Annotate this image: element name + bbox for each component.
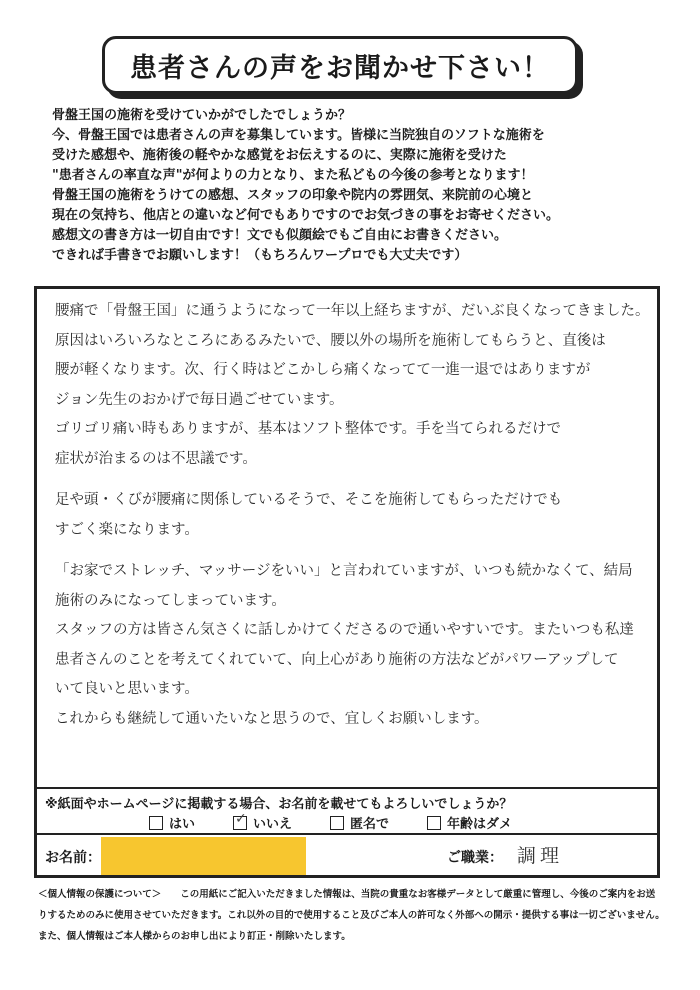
comment-line: 原因はいろいろなところにあるみたいで、腰以外の場所を施術してもらうと、直後は: [55, 332, 606, 349]
option-label: はい: [169, 817, 196, 832]
comment-line: ジョン先生のおかげで毎日過ごせています。: [55, 391, 344, 408]
option-label: 匿名で: [350, 817, 390, 832]
comment-line: ゴリゴリ痛い時もありますが、基本はソフト整体です。手を当てられるだけで: [55, 421, 562, 437]
intro-line: 骨盤王国の施術をうけての感想、スタッフの印象や院内の雰囲気、来院前の心境と: [52, 188, 534, 203]
comment-line: 腰が軽くなります。次、行く時はどこかしら痛くなってて一進一退ではありますが: [55, 362, 591, 378]
comment-line: これからも継続して通いたいなと思うので、宜しくお願いします。: [55, 710, 489, 727]
privacy-line: また、個人情報はご本人様からのお申し出により訂正・削除いたします。: [38, 931, 351, 942]
intro-text: [52, 106, 672, 266]
comment-line: 「お家でストレッチ、マッサージをいい」と言われていますが、いつも続かなくて、結局: [55, 563, 633, 579]
comment-line: 症状が治まるのは不思議です。: [55, 450, 257, 467]
privacy-notice: [38, 884, 668, 947]
checkbox[interactable]: [149, 816, 163, 830]
permission-section: [37, 787, 657, 835]
name-row: [37, 833, 657, 877]
occupation-label: ご職業：: [447, 850, 503, 866]
comment-line: 足や頭・くびが腰痛に関係しているそうで、そこを施術してもらっただけでも: [55, 492, 563, 508]
comment-line: 腰痛で「骨盤王国」に通うようになって一年以上経ちますが、だいぶ良くなってきました。: [55, 303, 650, 319]
comment-line: 施術のみになってしまっています。: [55, 592, 286, 609]
privacy-line: りするためのみに使用させていただきます。これ以外の目的で使用すること及びご本人の許可なく外部への開示・提供する事は一切ございません。: [38, 910, 665, 921]
option-label: いいえ: [253, 817, 293, 832]
comment-gap: [55, 545, 655, 557]
intro-line: 感想文の書き方は一切自由です！文でも似顔絵でもご自由にお書きください。: [52, 228, 508, 243]
comment-line: すごく楽になります。: [55, 521, 199, 538]
occupation-value: 調理: [517, 845, 564, 867]
checkbox[interactable]: [330, 816, 344, 830]
intro-line: 今、骨盤王国では患者さんの声を募集しています。皆様に当院独自のソフトな施術を: [52, 128, 545, 143]
title-box: [102, 36, 578, 94]
form-box: [34, 286, 660, 878]
intro-line: できれば手書きでお願いします！（もちろんワープロでも大丈夫です）: [52, 248, 468, 263]
privacy-line: ＜個人情報の保護について＞ この用紙にご記入いただきました情報は、当院の貴重なお客様データとして厳重に管理し、今後のご案内をお送: [38, 889, 656, 900]
option-no[interactable]: [233, 813, 292, 832]
checkbox[interactable]: [427, 816, 441, 830]
permission-options: [149, 813, 512, 832]
comment-line: 患者さんのことを考えてくれていて、向上心があり施術の方法などがパワーアップして: [55, 651, 619, 668]
option-anonymous[interactable]: [330, 813, 389, 832]
intro-line: 骨盤王国の施術を受けていかがでしたでしょうか？: [52, 108, 352, 123]
checkbox-checked[interactable]: [233, 816, 247, 830]
name-redaction: [101, 837, 306, 875]
option-no-age[interactable]: [427, 813, 512, 832]
intro-line: 受けた感想や、施術後の軽やかな感覚をお伝えするのに、実際に施術を受けた: [52, 148, 507, 163]
permission-question: ※紙面やホームページに掲載する場合、お名前を載せてもよろしいでしょうか？: [45, 797, 513, 812]
option-yes[interactable]: [149, 813, 195, 832]
comment-line: いて良いと思います。: [55, 681, 199, 697]
comment-gap: [55, 474, 655, 486]
intro-line: 現在の気持ち、他店との違いなど何でもありですのでお気づきの事をお寄せください。: [52, 208, 560, 223]
option-label: 年齢はダメ: [447, 817, 513, 832]
name-label: お名前：: [45, 850, 101, 866]
comment-line: スタッフの方は皆さん気さくに話しかけてくださるので通いやすいです。またいつも私達: [55, 622, 634, 638]
intro-line: "患者さんの率直な声"が何よりの力となり、また私どもの今後の参考となります！: [52, 168, 534, 183]
page-title: 患者さんの声をお聞かせ下さい！: [130, 52, 550, 84]
handwritten-comment: [55, 297, 655, 734]
